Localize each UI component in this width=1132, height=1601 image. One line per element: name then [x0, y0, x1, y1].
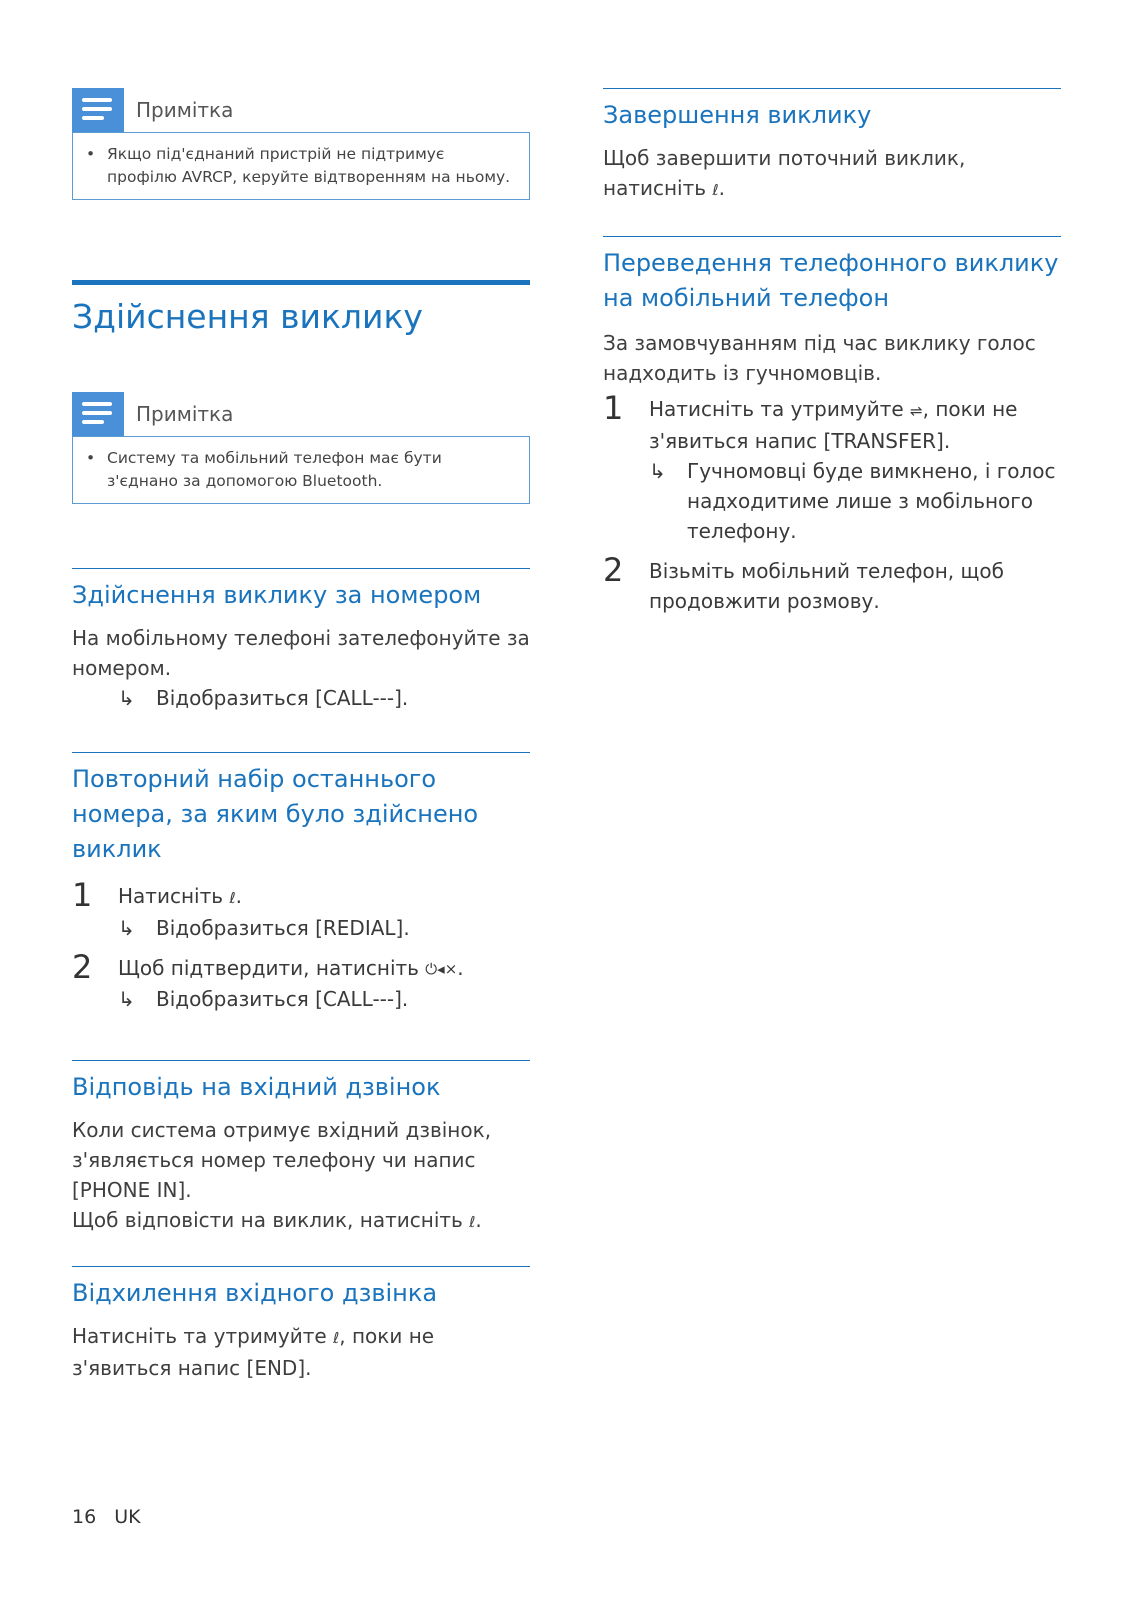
section-title: Переведення телефонного виклику на мобільний телефон	[603, 249, 1059, 312]
arrow-icon: ↳	[118, 686, 135, 710]
reject-text-a: Натисніть та утримуйте	[72, 1324, 327, 1348]
arrow-icon: ↳	[118, 915, 135, 940]
phone-icon: ℓ	[333, 1328, 340, 1347]
step-2	[603, 550, 1061, 616]
section-text: Щоб завершити поточний виклик, натисніть ℓ.	[603, 143, 1061, 205]
step-number: 2	[72, 947, 93, 986]
note-text: Систему та мобільний телефон має бути з'єднано за допомогою Bluetooth.	[107, 449, 442, 490]
step-2: 2 Щоб підтвердити, натисніть ⏻◂×. ↳ Відобразиться [CALL---].	[72, 953, 530, 1015]
note-icon	[72, 392, 124, 436]
step-number: 2	[603, 550, 624, 589]
section-reject	[72, 1266, 530, 1383]
page-heading: Здійснення виклику	[72, 280, 530, 339]
note-title: Примітка	[136, 98, 234, 122]
result-line	[72, 683, 530, 713]
bullet: •	[86, 145, 96, 163]
language-code: UK	[114, 1506, 141, 1528]
bullet: •	[86, 449, 96, 467]
note-title: Примітка	[136, 402, 234, 426]
result-line	[649, 456, 1061, 546]
section-text: Коли система отримує вхідний дзвінок, з'являється номер телефону чи напис [PHONE IN].	[72, 1118, 492, 1202]
phone-icon: ℓ	[712, 180, 719, 199]
phone-icon: ℓ	[229, 888, 236, 907]
page-footer	[72, 1506, 159, 1528]
phone-icon: ℓ	[469, 1212, 476, 1231]
section-title: Повторний набір останнього номера, за яким було здійснено виклик	[72, 765, 479, 863]
confirm-icon: ⏻◂×	[425, 960, 458, 978]
step-1: 1 Натисніть ℓ. ↳ Відобразиться [REDIAL].	[72, 881, 530, 943]
note-header	[72, 88, 530, 132]
section-title: Здійснення виклику за номером	[72, 581, 482, 609]
note-text: Якщо під'єднаний пристрій не підтримує профілю AVRCP, керуйте відтворенням на ньому.	[107, 145, 511, 186]
end-text: Щоб завершити поточний виклик, натисніть	[603, 146, 966, 200]
result-text: Відобразиться [REDIAL].	[156, 915, 410, 940]
section-text: Щоб відповісти на виклик, натисніть ℓ.	[72, 1205, 530, 1237]
section-redial	[72, 752, 530, 1014]
answer-instruction: Щоб відповісти на виклик, натисніть	[72, 1208, 463, 1232]
section-answer	[72, 1060, 530, 1237]
section-title: Завершення виклику	[603, 101, 872, 129]
note-header	[72, 392, 530, 436]
step-text: Натисніть	[118, 884, 224, 908]
section-text: На мобільному телефоні зателефонуйте за номером.	[72, 626, 530, 680]
step-text: Натисніть та утримуйте	[649, 397, 904, 421]
note-box-avrcp	[72, 88, 530, 200]
section-title: Відхилення вхідного дзвінка	[72, 1279, 438, 1307]
step-number: 1	[603, 389, 624, 427]
note-icon	[72, 88, 124, 132]
note-box-bluetooth	[72, 392, 530, 504]
section-end	[603, 88, 1061, 205]
step-1	[603, 389, 1061, 546]
page-number: 16	[72, 1506, 97, 1528]
result-text: Відобразиться [CALL---].	[156, 987, 409, 1011]
note-body	[72, 132, 530, 200]
section-text	[72, 1321, 530, 1383]
arrow-icon: ↳	[118, 987, 135, 1011]
section-dial	[72, 568, 530, 713]
section-text: За замовчуванням під час виклику голос надходить із гучномовців.	[603, 331, 1036, 385]
step-number: 1	[72, 876, 93, 914]
result-line	[118, 913, 530, 943]
section-title: Відповідь на вхідний дзвінок	[72, 1073, 441, 1101]
reject-text-b: , поки не з'явиться напис [END].	[72, 1324, 435, 1380]
arrow-icon: ↳	[649, 458, 666, 483]
result-text: Гучномовці буде вимкнено, і голос надходитиме лише з мобільного телефону.	[687, 458, 1056, 543]
step-text: Щоб підтвердити, натисніть	[118, 955, 419, 980]
note-body	[72, 436, 530, 504]
result-line	[118, 984, 530, 1014]
band-icon: ⇌	[910, 401, 923, 420]
result-text: Відобразиться [CALL---].	[156, 686, 409, 710]
step-text-b: , поки не з'явиться напис [TRANSFER].	[649, 397, 1018, 453]
step-text: Візьміть мобільний телефон, щоб продовжити розмову.	[649, 558, 1004, 613]
section-transfer	[603, 236, 1061, 616]
